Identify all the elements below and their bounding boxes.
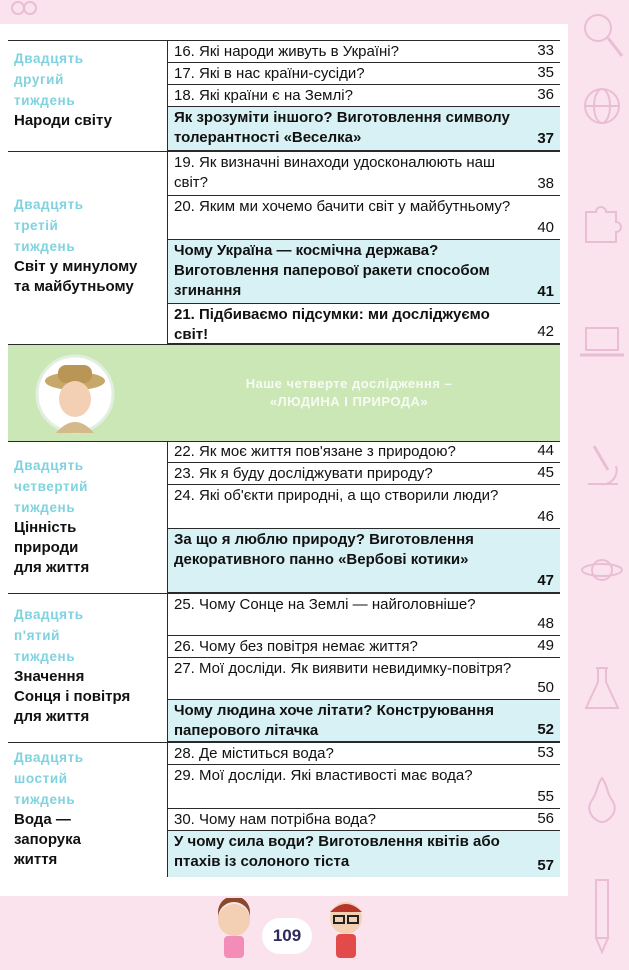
topic-title: для життя xyxy=(14,559,90,576)
page-ref: 53 xyxy=(537,744,554,761)
topic-title: запорука xyxy=(14,831,81,848)
page-ref: 33 xyxy=(537,42,554,59)
page-ref: 55 xyxy=(537,788,554,805)
topic-title: Сонця і повітря xyxy=(14,688,131,705)
project-title: У чому сила води? Виготовлення квітів або птахів із солоного тіста xyxy=(174,833,500,870)
week-label-line: тиждень xyxy=(14,500,76,515)
week-side-cell xyxy=(8,152,164,344)
lesson-row[interactable] xyxy=(168,196,560,240)
page-ref: 36 xyxy=(537,86,554,103)
page-ref: 50 xyxy=(537,679,554,696)
section-week-22 xyxy=(8,41,560,151)
week-side-cell xyxy=(8,41,164,151)
page-ref: 37 xyxy=(537,130,554,147)
lesson-row[interactable] xyxy=(168,594,560,636)
week-label-line: тиждень xyxy=(14,792,76,807)
planet-icon xyxy=(580,548,624,592)
week-side-cell xyxy=(8,743,164,877)
project-row[interactable] xyxy=(168,529,560,593)
page-ref: 35 xyxy=(537,64,554,81)
lesson-rows xyxy=(168,152,560,344)
topic-title: Вода — xyxy=(14,811,71,828)
week-label-line: Двадцять xyxy=(14,607,84,622)
lesson-title: 29. Мої досліди. Які властивості має вода? xyxy=(174,767,473,784)
lesson-row[interactable] xyxy=(168,41,560,63)
page-ref: 42 xyxy=(537,323,554,340)
week-label-line: третій xyxy=(14,218,59,233)
owl-icon xyxy=(4,0,44,22)
puzzle-icon xyxy=(580,200,624,244)
lesson-title: 28. Де міститься вода? xyxy=(174,745,334,762)
lesson-title: 18. Які країни є на Землі? xyxy=(174,87,353,104)
lesson-row[interactable] xyxy=(168,85,560,107)
week-label-line: четвертий xyxy=(14,479,89,494)
lesson-title: 24. Які об'єкти природні, а що створили люди? xyxy=(174,487,499,504)
week-side-cell xyxy=(8,441,164,593)
week-label-line: тиждень xyxy=(14,93,76,108)
flask-icon xyxy=(582,664,622,714)
lesson-row[interactable] xyxy=(168,63,560,85)
lesson-title: 26. Чому без повітря немає життя? xyxy=(174,638,418,655)
lesson-row[interactable] xyxy=(168,809,560,831)
lesson-rows xyxy=(168,594,560,742)
project-row[interactable] xyxy=(168,700,560,742)
lesson-title: 23. Як я буду досліджувати природу? xyxy=(174,465,433,482)
section-week-23 xyxy=(8,152,560,344)
lesson-row[interactable] xyxy=(168,441,560,463)
lesson-rows xyxy=(168,41,560,151)
page-ref: 41 xyxy=(537,283,554,300)
page-ref: 47 xyxy=(537,572,554,589)
page-ref: 57 xyxy=(537,857,554,874)
lesson-row[interactable] xyxy=(168,658,560,700)
lesson-row[interactable] xyxy=(168,304,560,344)
week-label-line: Двадцять xyxy=(14,51,84,66)
page-ref: 44 xyxy=(537,442,554,459)
topic-title: Народи світу xyxy=(14,112,113,129)
week-side-cell xyxy=(8,594,164,742)
project-title: Чому людина хоче літати? Конструювання паперового літачка xyxy=(174,702,495,739)
lesson-title: 25. Чому Сонце на Землі — найголовніше? xyxy=(174,596,476,613)
page-number: 109 xyxy=(262,918,312,954)
lesson-title: 16. Які народи живуть в Україні? xyxy=(174,43,399,60)
lesson-title: 20. Яким ми хочемо бачити світ у майбутньому? xyxy=(174,198,511,215)
lesson-title: 21. Підбиваємо підсумки: ми досліджуємо світ! xyxy=(174,306,490,343)
week-label-line: Двадцять xyxy=(14,750,84,765)
research-banner xyxy=(8,344,560,442)
page-ref: 45 xyxy=(537,464,554,481)
week-label-line: другий xyxy=(14,72,64,87)
lesson-title: 30. Чому нам потрібна вода? xyxy=(174,811,376,828)
topic-title: та майбутньому xyxy=(14,278,134,295)
globe-icon xyxy=(580,84,624,128)
lesson-row[interactable] xyxy=(168,485,560,529)
lesson-row[interactable] xyxy=(168,152,560,196)
page-ref: 40 xyxy=(537,219,554,236)
lesson-title: 27. Мої досліди. Як виявити невидимку-повітря? xyxy=(174,660,512,677)
lesson-title: 17. Які в нас країни-сусіди? xyxy=(174,65,365,82)
project-title: Як зрозуміти іншого? Виготовлення символу толерантності «Веселка» xyxy=(174,109,510,146)
lesson-row[interactable] xyxy=(168,636,560,658)
project-title: За що я люблю природу? Виготовлення декоративного панно «Вербові котики» xyxy=(174,531,474,568)
banner-title xyxy=(158,375,540,411)
topic-title: Світ у минулому xyxy=(14,258,138,275)
topic-title: Значення xyxy=(14,668,85,685)
topic-title: для життя xyxy=(14,708,90,725)
banner-line: «ЛЮДИНА І ПРИРОДА» xyxy=(269,394,429,409)
page-ref: 46 xyxy=(537,508,554,525)
section-week-25 xyxy=(8,594,560,742)
pencil-icon xyxy=(586,876,618,956)
week-label-line: п'ятий xyxy=(14,628,61,643)
laptop-icon xyxy=(578,322,626,362)
week-label-line: Двадцять xyxy=(14,197,84,212)
project-row[interactable] xyxy=(168,107,560,151)
project-row[interactable] xyxy=(168,831,560,877)
lesson-rows xyxy=(168,441,560,593)
boy-character-icon xyxy=(318,894,374,964)
girl-character-icon xyxy=(206,898,262,964)
lesson-title: 22. Як моє життя пов'язане з природою? xyxy=(174,443,456,460)
page-ref: 49 xyxy=(537,637,554,654)
lesson-row[interactable] xyxy=(168,463,560,485)
lesson-row[interactable] xyxy=(168,743,560,765)
lesson-title: 19. Як визначні винаходи удосконалюють наш світ? xyxy=(174,154,496,191)
explorer-avatar-icon xyxy=(34,353,116,435)
week-label-line: тиждень xyxy=(14,239,76,254)
week-label-line: шостий xyxy=(14,771,68,786)
microscope-icon xyxy=(580,440,624,490)
section-week-26 xyxy=(8,743,560,877)
magnifier-icon xyxy=(580,10,624,60)
project-title: Чому Україна — космічна держава? Виготовлення паперової ракети способом згинання xyxy=(174,242,490,299)
project-row[interactable] xyxy=(168,240,560,304)
page-ref: 48 xyxy=(537,615,554,632)
topic-title: життя xyxy=(14,851,58,868)
banner-line: Наше четверте дослідження – xyxy=(245,376,453,391)
lesson-row[interactable] xyxy=(168,765,560,809)
page-ref: 38 xyxy=(537,175,554,192)
week-label-line: тиждень xyxy=(14,649,76,664)
pear-icon xyxy=(582,770,622,824)
topic-title: природи xyxy=(14,539,79,556)
section-week-24 xyxy=(8,441,560,593)
page-ref: 56 xyxy=(537,810,554,827)
lesson-rows xyxy=(168,743,560,877)
week-label-line: Двадцять xyxy=(14,458,84,473)
page-ref: 52 xyxy=(537,721,554,738)
topic-title: Цінність xyxy=(14,519,77,536)
